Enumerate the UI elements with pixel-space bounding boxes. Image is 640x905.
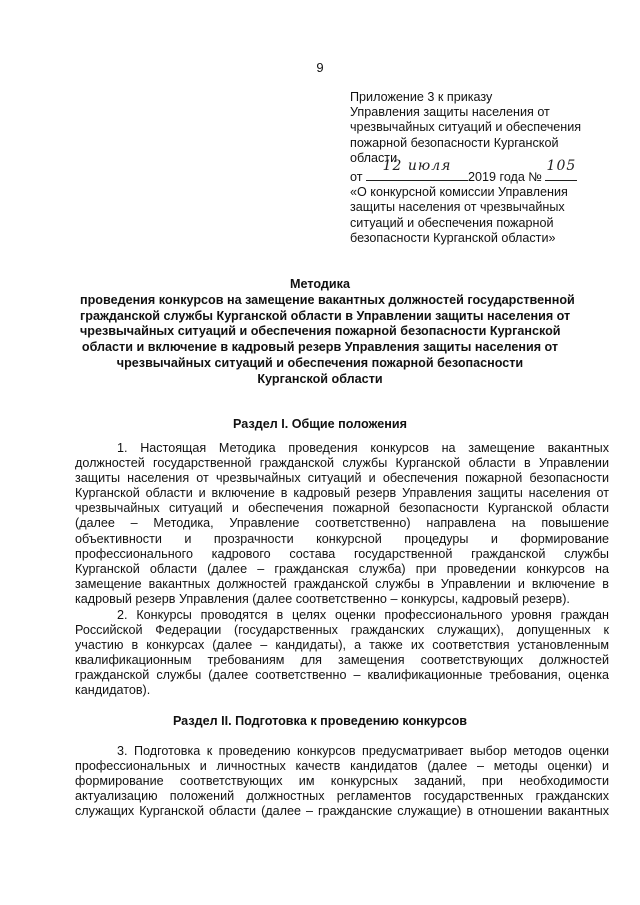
paragraph-line: кадровый резерв Управления (далее соответственно – конкурсы, кадровый резерв). bbox=[75, 591, 570, 606]
paragraph-line: чрезвычайных ситуаций и обеспечения пожарной безопасности Курганской области bbox=[75, 501, 609, 516]
paragraph-line: 1. Настоящая Методика проведения конкурсов на замещение вакантных bbox=[117, 441, 609, 455]
date-prefix: от bbox=[350, 170, 363, 185]
paragraph-2 bbox=[75, 608, 609, 699]
paragraph-line: служащих Курганской области (далее – гражданские служащие) в отношении вакантных bbox=[75, 804, 609, 819]
title-line: чрезвычайных ситуаций и обеспечения пожарной безопасности bbox=[116, 355, 524, 370]
title-line: проведения конкурсов на замещение вакантных должностей государственной bbox=[80, 292, 575, 307]
title-line: чрезвычайных ситуаций и обеспечения пожарной безопасности Курганской bbox=[80, 324, 561, 339]
title-line: Методика bbox=[290, 277, 350, 291]
appendix-block bbox=[350, 90, 610, 246]
appendix-line: чрезвычайных ситуаций и обеспечения bbox=[350, 120, 582, 135]
number-blank bbox=[545, 158, 577, 181]
paragraph-line: гражданской службы (далее соответственно – квалификационные требования, оценка bbox=[75, 668, 609, 683]
paragraph-line: (далее – Методика, Управление соответственно) направлена на повышение bbox=[75, 516, 609, 531]
paragraph-line: профессионального кадрового состава государственной гражданской службы bbox=[75, 546, 609, 561]
order-year-number-label: 2019 года № bbox=[468, 170, 542, 185]
paragraph-line: должностей государственной гражданской службы Курганской области в Управлении bbox=[75, 456, 609, 471]
paragraph-line: Российской Федерации (государственных гражданских служащих), допущенных к bbox=[75, 623, 609, 638]
date-blank bbox=[366, 158, 468, 181]
order-title-line: безопасности Курганской области» bbox=[350, 230, 556, 245]
handwritten-date: 12 июля bbox=[382, 158, 452, 175]
paragraph-line: защиты населения от чрезвычайных ситуаций и обеспечения пожарной безопасности bbox=[75, 471, 609, 486]
order-title-line: «О конкурсной комиссии Управления bbox=[350, 185, 568, 200]
paragraph-line: замещение вакантных должностей гражданской службы в Управлении и включение в bbox=[75, 576, 609, 591]
paragraph-line: квалификационным требованиям для замещения соответствующих должностей bbox=[75, 653, 609, 668]
title-line: Курганской области bbox=[257, 371, 383, 386]
paragraph-line: 2. Конкурсы проводятся в целях оценки профессионального уровня граждан bbox=[117, 608, 609, 622]
paragraph-line: Курганской области и включение в кадровый резерв Управления защиты населения от bbox=[75, 486, 609, 501]
appendix-line: Приложение 3 к приказу bbox=[350, 90, 493, 104]
paragraph-line: участию в конкурсах (далее – кандидаты), а также их соответствия установленным bbox=[75, 638, 609, 653]
paragraph-1 bbox=[75, 441, 609, 607]
paragraph-line: Курганской области (далее – гражданская служба) при проведении конкурсов на bbox=[75, 561, 609, 576]
paragraph-3 bbox=[75, 744, 609, 819]
appendix-line: пожарной безопасности Курганской bbox=[350, 135, 559, 150]
appendix-line: области bbox=[350, 150, 398, 165]
title-line: гражданской службы Курганской области в Управлении защиты населения от bbox=[80, 308, 571, 323]
document-title bbox=[80, 277, 575, 388]
title-line: области и включение в кадровый резерв Управления защиты населения от bbox=[81, 340, 559, 355]
order-title-line: защиты населения от чрезвычайных bbox=[350, 200, 565, 215]
order-date-line bbox=[350, 158, 610, 185]
order-title-line: ситуаций и обеспечения пожарной bbox=[350, 215, 554, 230]
paragraph-line: 3. Подготовка к проведению конкурсов предусматривает выбор методов оценки bbox=[117, 744, 609, 758]
appendix-line: Управления защиты населения от bbox=[350, 105, 550, 120]
paragraph-line: актуализацию положений должностных регламентов государственных гражданских bbox=[75, 789, 609, 804]
page-number: 9 bbox=[316, 60, 324, 75]
section-2-heading: Раздел II. Подготовка к проведению конкурсов bbox=[172, 714, 468, 728]
handwritten-order-number: 105 bbox=[546, 158, 577, 175]
paragraph-line: кандидатов). bbox=[75, 683, 151, 698]
paragraph-line: профессиональных и личностных качеств кандидатов (далее – методы оценки) и bbox=[75, 759, 609, 774]
paragraph-line: формирование соответствующих им конкурсных заданий, при необходимости bbox=[75, 774, 609, 789]
section-1-heading: Раздел I. Общие положения bbox=[233, 417, 407, 431]
paragraph-line: объективности и прозрачности конкурсной процедуры и формирование bbox=[75, 531, 609, 546]
